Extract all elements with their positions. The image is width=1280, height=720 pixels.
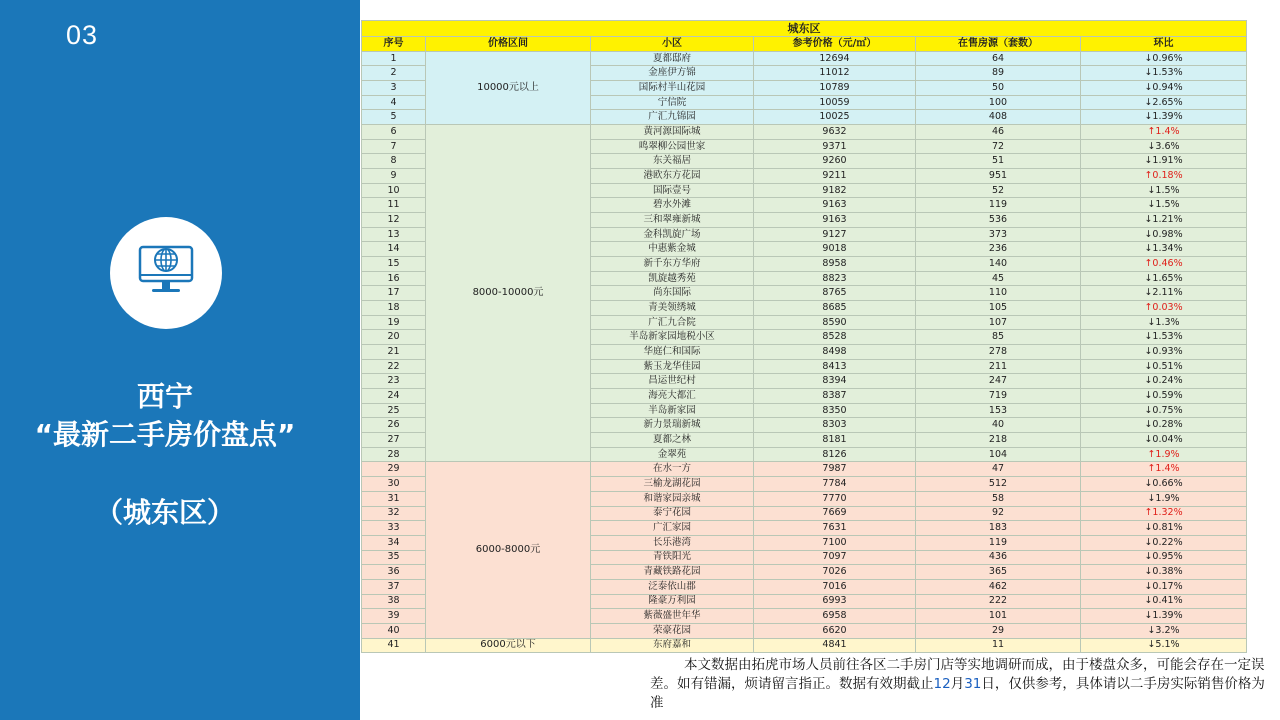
cell-community: 东府嘉和: [591, 638, 754, 653]
cell-count: 72: [916, 139, 1081, 154]
cell-no: 38: [362, 594, 426, 609]
cell-community: 三榆龙湖花园: [591, 477, 754, 492]
cell-count: 183: [916, 521, 1081, 536]
cell-change: ↓1.3%: [1081, 315, 1247, 330]
cell-change: ↓1.9%: [1081, 491, 1247, 506]
cell-change: ↓0.51%: [1081, 359, 1247, 374]
cell-count: 104: [916, 447, 1081, 462]
cell-price: 4841: [754, 638, 916, 653]
cell-change: ↑0.46%: [1081, 257, 1247, 272]
cell-price: 10059: [754, 95, 916, 110]
cell-change: ↓0.95%: [1081, 550, 1247, 565]
cell-count: 29: [916, 623, 1081, 638]
cell-no: 15: [362, 257, 426, 272]
cell-no: 4: [362, 95, 426, 110]
cell-no: 13: [362, 227, 426, 242]
cell-community: 半岛新家园地税小区: [591, 330, 754, 345]
cell-change: ↓1.53%: [1081, 330, 1247, 345]
cell-no: 18: [362, 301, 426, 316]
cell-change: ↓2.11%: [1081, 286, 1247, 301]
cell-count: 58: [916, 491, 1081, 506]
cell-no: 7: [362, 139, 426, 154]
cell-community: 尚东国际: [591, 286, 754, 301]
cell-price: 9163: [754, 213, 916, 228]
cell-change: ↑0.18%: [1081, 169, 1247, 184]
table-row: [362, 125, 1247, 140]
cell-community: 鸣翠柳公园世家: [591, 139, 754, 154]
cell-price: 8498: [754, 345, 916, 360]
cell-price: 8394: [754, 374, 916, 389]
cell-no: 26: [362, 418, 426, 433]
cell-no: 20: [362, 330, 426, 345]
cell-community: 广汇九锦园: [591, 110, 754, 125]
cell-count: 105: [916, 301, 1081, 316]
cell-price: 6993: [754, 594, 916, 609]
cell-count: 100: [916, 95, 1081, 110]
table-row: [362, 51, 1247, 66]
cell-count: 719: [916, 389, 1081, 404]
cell-community: 海亮大都汇: [591, 389, 754, 404]
cell-price: 8590: [754, 315, 916, 330]
globe-monitor-icon: [136, 241, 196, 301]
cell-price: 9163: [754, 198, 916, 213]
cell-change: ↓0.59%: [1081, 389, 1247, 404]
cell-price: 9182: [754, 183, 916, 198]
cell-price: 10025: [754, 110, 916, 125]
cell-no: 8: [362, 154, 426, 169]
cell-change: ↓0.41%: [1081, 594, 1247, 609]
cell-community: 荣豪花园: [591, 623, 754, 638]
cell-community: 新力景瑞新城: [591, 418, 754, 433]
cell-change: ↑0.03%: [1081, 301, 1247, 316]
cell-price: 6620: [754, 623, 916, 638]
cell-count: 512: [916, 477, 1081, 492]
cell-no: 6: [362, 125, 426, 140]
cell-no: 25: [362, 403, 426, 418]
footnote: [650, 656, 1265, 713]
cell-community: 国际壹号: [591, 183, 754, 198]
cell-no: 23: [362, 374, 426, 389]
cell-community: 三和翠雍新城: [591, 213, 754, 228]
cell-change: ↓0.17%: [1081, 579, 1247, 594]
cell-community: 夏都之林: [591, 433, 754, 448]
cell-price: 7784: [754, 477, 916, 492]
cell-change: ↑1.4%: [1081, 125, 1247, 140]
cell-community: 泛泰依山郡: [591, 579, 754, 594]
cell-no: 36: [362, 565, 426, 580]
cell-community: 碧水外滩: [591, 198, 754, 213]
cell-community: 中惠紫金城: [591, 242, 754, 257]
cell-no: 3: [362, 81, 426, 96]
cell-change: ↓1.21%: [1081, 213, 1247, 228]
cell-change: ↓1.91%: [1081, 154, 1247, 169]
cell-price: 8126: [754, 447, 916, 462]
cell-no: 16: [362, 271, 426, 286]
header-range: 价格区间: [426, 37, 591, 52]
cell-change: ↓0.93%: [1081, 345, 1247, 360]
cell-change: ↓1.34%: [1081, 242, 1247, 257]
cell-count: 85: [916, 330, 1081, 345]
cell-no: 1: [362, 51, 426, 66]
cell-change: ↓3.2%: [1081, 623, 1247, 638]
cell-count: 50: [916, 81, 1081, 96]
cell-community: 凯旋越秀苑: [591, 271, 754, 286]
cell-change: ↓0.38%: [1081, 565, 1247, 580]
cell-change: ↓2.65%: [1081, 95, 1247, 110]
cell-change: ↓0.04%: [1081, 433, 1247, 448]
cell-count: 64: [916, 51, 1081, 66]
cell-community: 国际村半山花园: [591, 81, 754, 96]
cell-price: 9211: [754, 169, 916, 184]
cell-count: 47: [916, 462, 1081, 477]
header-count: 在售房源（套数）: [916, 37, 1081, 52]
cell-price: 8528: [754, 330, 916, 345]
cell-community: 青铁阳光: [591, 550, 754, 565]
footnote-day: 31: [964, 676, 982, 692]
cell-change: ↓3.6%: [1081, 139, 1247, 154]
table-row: [362, 462, 1247, 477]
cell-count: 236: [916, 242, 1081, 257]
cell-price: 8823: [754, 271, 916, 286]
cell-no: 19: [362, 315, 426, 330]
cell-community: 新千东方华府: [591, 257, 754, 272]
cell-change: ↓0.94%: [1081, 81, 1247, 96]
cell-price-range: 6000-8000元: [426, 462, 591, 638]
cell-no: 37: [362, 579, 426, 594]
cell-count: 222: [916, 594, 1081, 609]
cell-price: 8958: [754, 257, 916, 272]
cell-count: 218: [916, 433, 1081, 448]
cell-count: 89: [916, 66, 1081, 81]
cell-count: 373: [916, 227, 1081, 242]
left-panel: [0, 0, 360, 720]
cell-no: 24: [362, 389, 426, 404]
cell-community: 夏都邸府: [591, 51, 754, 66]
price-table: [361, 20, 1247, 653]
cell-price: 9632: [754, 125, 916, 140]
header-change: 环比: [1081, 37, 1247, 52]
cell-community: 和谐家园亲城: [591, 491, 754, 506]
cell-community: 青美领绣城: [591, 301, 754, 316]
cell-no: 32: [362, 506, 426, 521]
cell-price: 9260: [754, 154, 916, 169]
cell-no: 40: [362, 623, 426, 638]
cell-community: 金翠苑: [591, 447, 754, 462]
cell-change: ↓0.28%: [1081, 418, 1247, 433]
table-row: [362, 638, 1247, 653]
cell-price: 9371: [754, 139, 916, 154]
cell-price: 8181: [754, 433, 916, 448]
cell-count: 40: [916, 418, 1081, 433]
cell-count: 110: [916, 286, 1081, 301]
cell-count: 436: [916, 550, 1081, 565]
cell-community: 广汇九合院: [591, 315, 754, 330]
cell-count: 278: [916, 345, 1081, 360]
cell-no: 35: [362, 550, 426, 565]
cell-price: 11012: [754, 66, 916, 81]
cell-price: 7097: [754, 550, 916, 565]
cell-no: 39: [362, 609, 426, 624]
cell-change: ↑1.4%: [1081, 462, 1247, 477]
cell-count: 45: [916, 271, 1081, 286]
cell-price: 8303: [754, 418, 916, 433]
cell-no: 10: [362, 183, 426, 198]
cell-community: 广汇家园: [591, 521, 754, 536]
cell-change: ↓0.22%: [1081, 535, 1247, 550]
cell-no: 29: [362, 462, 426, 477]
cell-price-range: 8000-10000元: [426, 125, 591, 462]
cell-change: ↓1.5%: [1081, 198, 1247, 213]
cell-change: ↓0.96%: [1081, 51, 1247, 66]
cell-no: 27: [362, 433, 426, 448]
cell-community: 隆豪万利园: [591, 594, 754, 609]
cell-no: 31: [362, 491, 426, 506]
cell-price: 7026: [754, 565, 916, 580]
cell-change: ↑1.9%: [1081, 447, 1247, 462]
price-table-container: [361, 20, 1246, 652]
cell-price: 7631: [754, 521, 916, 536]
cell-no: 5: [362, 110, 426, 125]
cell-count: 11: [916, 638, 1081, 653]
cell-community: 宁信院: [591, 95, 754, 110]
cell-change: ↓1.65%: [1081, 271, 1247, 286]
header-price: 参考价格（元/㎡）: [754, 37, 916, 52]
title-main: “最新二手房价盘点”: [34, 418, 296, 451]
cell-community: 紫玉龙华佳园: [591, 359, 754, 374]
cell-price: 7016: [754, 579, 916, 594]
cell-no: 28: [362, 447, 426, 462]
cell-count: 107: [916, 315, 1081, 330]
cell-change: ↓5.1%: [1081, 638, 1247, 653]
cell-price: 6958: [754, 609, 916, 624]
cell-price: 7669: [754, 506, 916, 521]
cell-community: 昌运世纪村: [591, 374, 754, 389]
title-district: （城东区）: [94, 496, 235, 529]
cell-community: 青藏铁路花园: [591, 565, 754, 580]
cell-change: ↓0.66%: [1081, 477, 1247, 492]
cell-change: ↓0.98%: [1081, 227, 1247, 242]
cell-community: 金座伊方锦: [591, 66, 754, 81]
icon-circle: [110, 217, 222, 329]
cell-no: 11: [362, 198, 426, 213]
cell-price-range: 10000元以上: [426, 51, 591, 124]
title-city: 西宁: [136, 380, 193, 413]
cell-no: 41: [362, 638, 426, 653]
cell-count: 365: [916, 565, 1081, 580]
cell-count: 951: [916, 169, 1081, 184]
cell-price: 8350: [754, 403, 916, 418]
cell-change: ↓0.24%: [1081, 374, 1247, 389]
cell-count: 119: [916, 535, 1081, 550]
cell-count: 536: [916, 213, 1081, 228]
cell-community: 半岛新家园: [591, 403, 754, 418]
cell-count: 153: [916, 403, 1081, 418]
cell-no: 21: [362, 345, 426, 360]
slide-number: 03: [66, 20, 99, 50]
cell-price: 12694: [754, 51, 916, 66]
footnote-month: 12: [933, 676, 951, 692]
footnote-text-3: 日，仅供参考，具体请以二手房实际销售价格为准: [650, 676, 1265, 711]
cell-count: 408: [916, 110, 1081, 125]
cell-no: 33: [362, 521, 426, 536]
cell-count: 140: [916, 257, 1081, 272]
footnote-text-1: 本文数据由拓虎市场人员前往各区二手房门店等实地调研而成，由于楼盘众多，可能会存在一定误差。如有错漏，烦请留言指正。数据有效期截止: [650, 657, 1265, 692]
cell-price-range: 6000元以下: [426, 638, 591, 653]
cell-change: ↓1.5%: [1081, 183, 1247, 198]
cell-count: 52: [916, 183, 1081, 198]
cell-change: ↓1.39%: [1081, 110, 1247, 125]
cell-community: 紫薇盛世年华: [591, 609, 754, 624]
cell-community: 长乐港湾: [591, 535, 754, 550]
cell-change: ↓0.81%: [1081, 521, 1247, 536]
cell-change: ↓0.75%: [1081, 403, 1247, 418]
cell-price: 7987: [754, 462, 916, 477]
table-body: [362, 51, 1247, 653]
cell-community: 金科凯旋广场: [591, 227, 754, 242]
cell-community: 在水一方: [591, 462, 754, 477]
cell-price: 9127: [754, 227, 916, 242]
footnote-text-2: 月: [950, 676, 965, 692]
cell-count: 92: [916, 506, 1081, 521]
cell-price: 7100: [754, 535, 916, 550]
cell-community: 泰宁花园: [591, 506, 754, 521]
cell-no: 12: [362, 213, 426, 228]
cell-price: 8765: [754, 286, 916, 301]
header-community: 小区: [591, 37, 754, 52]
cell-no: 17: [362, 286, 426, 301]
cell-count: 211: [916, 359, 1081, 374]
cell-count: 46: [916, 125, 1081, 140]
cell-count: 247: [916, 374, 1081, 389]
cell-change: ↑1.32%: [1081, 506, 1247, 521]
cell-count: 51: [916, 154, 1081, 169]
cell-price: 8413: [754, 359, 916, 374]
cell-price: 8387: [754, 389, 916, 404]
cell-community: 华庭仁和国际: [591, 345, 754, 360]
cell-price: 9018: [754, 242, 916, 257]
cell-community: 港欧东方花园: [591, 169, 754, 184]
cell-price: 10789: [754, 81, 916, 96]
cell-no: 9: [362, 169, 426, 184]
cell-no: 30: [362, 477, 426, 492]
cell-no: 14: [362, 242, 426, 257]
cell-count: 119: [916, 198, 1081, 213]
table-header-row: [362, 37, 1247, 52]
cell-price: 8685: [754, 301, 916, 316]
cell-count: 101: [916, 609, 1081, 624]
cell-no: 2: [362, 66, 426, 81]
cell-no: 34: [362, 535, 426, 550]
cell-price: 7770: [754, 491, 916, 506]
table-title: 城东区: [362, 21, 1247, 37]
cell-count: 462: [916, 579, 1081, 594]
cell-no: 22: [362, 359, 426, 374]
cell-community: 东关福居: [591, 154, 754, 169]
cell-change: ↓1.39%: [1081, 609, 1247, 624]
header-no: 序号: [362, 37, 426, 52]
cell-community: 黄河源国际城: [591, 125, 754, 140]
cell-change: ↓1.53%: [1081, 66, 1247, 81]
